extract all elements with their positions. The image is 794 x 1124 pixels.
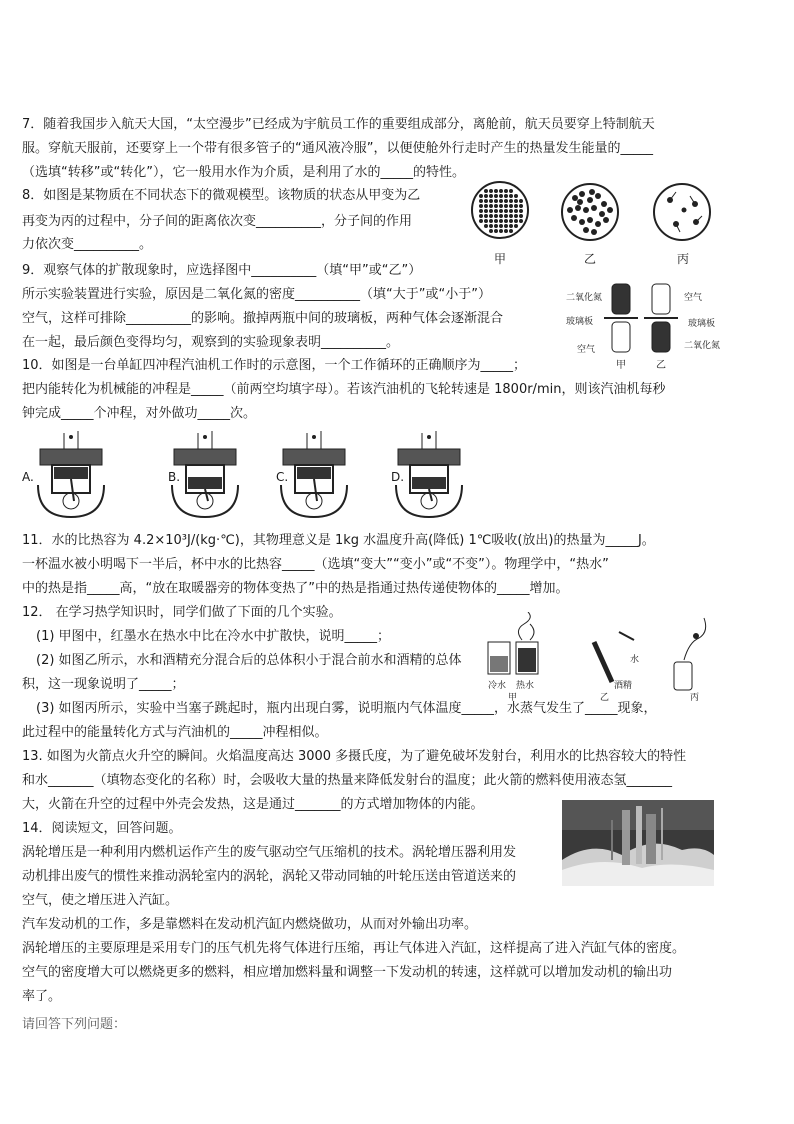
q10-line-3: 钟完成_____个冲程，对外做功_____次。 <box>22 406 257 421</box>
jia-plate-label: 玻璃板 <box>566 317 594 327</box>
solid-state-model <box>472 182 528 238</box>
q14-para-3b: 空气的密度增大可以燃烧更多的燃料，相应增加燃料量和调整一下发动机的转速，这样就可以增加发动机的输出功 <box>22 965 673 980</box>
label-yi: 乙 <box>584 252 597 266</box>
q8-line-2: 再变为丙的过程中，分子间的距离依次变__________，分子间的作用 <box>22 214 413 229</box>
engine-label-a: A. <box>22 470 34 484</box>
q9-line-4: 在一起，最后颜色变得均匀，观察到的实验现象表明__________。 <box>22 335 400 350</box>
q8-line-3: 力依次变__________。 <box>22 237 153 252</box>
engine-label-c: C. <box>276 470 289 484</box>
q11-line-3: 中的热是指_____高，“放在取暖器旁的物体变热了”中的热是指通过热传递使物体的_____增加。 <box>22 581 569 596</box>
q14-para-1c: 空气，使之增压进入汽缸。 <box>22 893 179 908</box>
cold-water-label: 冷水 <box>488 681 507 691</box>
q14-para-3c: 率了。 <box>22 989 62 1004</box>
gas-state-model <box>654 184 710 240</box>
q14-para-4: 请回答下列问题： <box>22 1017 127 1032</box>
q13-line-3: 大，火箭在升空的过程中外壳会发热，这是通过_______的方式增加物体的内能。 <box>22 797 484 812</box>
q9-line-2: 所示实验装置进行实验，原因是二氧化氮的密度__________（填“大于”或“小于”） <box>22 287 491 302</box>
yi-top-label: 空气 <box>684 293 703 303</box>
q13-line-2: 和水_______（填物态变化的名称）时，会吸收大量的热量来降低发射台的温度；此火箭的燃料使用液态氢_______ <box>22 773 673 788</box>
engine-strokes-figure <box>34 425 474 520</box>
exp-cap-bing: 丙 <box>690 693 700 703</box>
rocket-launch-photo <box>562 800 714 886</box>
q14-para-3a: 涡轮增压的主要原理是采用专门的压气机先将气体进行压缩，再让气体进入汽缸，这样提高了进入汽缸气体的密度。 <box>22 941 686 956</box>
q12-line-6: 此过程中的能量转化方式与汽油机的_____冲程相似。 <box>22 725 328 740</box>
q14-para-1a: 涡轮增压是一种利用内燃机运作产生的废气驱动空气压缩机的技术。涡轮增压器利用发 <box>22 845 517 860</box>
hot-water-label: 热水 <box>516 681 535 691</box>
q14-para-2: 汽车发动机的工作，多是靠燃料在发动机汽缸内燃烧做功，从而对外输出功率。 <box>22 917 478 932</box>
engine-label-b: B. <box>168 470 181 484</box>
q11-line-2: 一杯温水被小明喝下一半后，杯中水的比热容_____（选填“变大”“变小”或“不变”）。物理学中，“热水” <box>22 557 609 572</box>
q10-line-2: 把内能转化为机械能的冲程是_____（前两空均填字母）。若该汽油机的飞轮转速是 1800r/min，则该汽油机每秒 <box>22 382 666 397</box>
water-label: 水 <box>630 655 640 665</box>
q8-line-1: 8．如图是某物质在不同状态下的微观模型。该物质的状态从甲变为乙 <box>22 188 421 203</box>
label-jia: 甲 <box>494 252 507 266</box>
q12-line-1: 12． 在学习热学知识时，同学们做了下面的几个实验。 <box>22 605 342 620</box>
jia-bottom-label: 空气 <box>577 345 596 355</box>
q14-para-1b: 动机排出废气的惯性来推动涡轮室内的涡轮，涡轮又带动同轴的叶轮压送由管道送来的 <box>22 869 517 884</box>
q14-line-1: 14．阅读短文，回答问题。 <box>22 821 182 836</box>
q12-line-3: (2) 如图乙所示，水和酒精充分混合后的总体积小于混合前水和酒精的总体 <box>36 653 462 668</box>
q11-line-1: 11．水的比热容为 4.2×10³J/(kg·℃)，其物理意义是 1kg 水温度升高(降低) 1℃吸收(放出)的热量为_____J。 <box>22 533 655 548</box>
q7-line-3: （选填“转移”或“转化”），它一般用水作为介质，是利用了水的_____的特性。 <box>22 165 465 180</box>
diffusion-cap-yi: 乙 <box>656 360 666 371</box>
q9-line-1: 9．观察气体的扩散现象时，应选择图中__________（填“甲”或“乙”） <box>22 263 422 278</box>
q9-line-3: 空气，这样可排除__________的影响。撤掉两瓶中间的玻璃板，两种气体会逐渐混合 <box>22 311 504 326</box>
diffusion-bottles-figure <box>600 280 680 370</box>
label-bing: 丙 <box>677 252 690 266</box>
alcohol-label: 酒精 <box>614 681 633 691</box>
yi-plate-label: 玻璃板 <box>688 319 716 329</box>
diffusion-cap-jia: 甲 <box>616 360 626 371</box>
q12-line-2: (1) 甲图中，红墨水在热水中比在冷水中扩散快，说明_____； <box>36 629 391 644</box>
q12-line-5: (3) 如图丙所示，实验中当塞子跳起时，瓶内出现白雾，说明瓶内气体温度_____，水蒸气发生了_____现象， <box>36 701 657 716</box>
liquid-state-model <box>562 184 618 240</box>
q7-line-2: 服。穿航天服前，还要穿上一个带有很多管子的“通风液冷服”，以便使舱外行走时产生的热量发生能量的_____ <box>22 141 653 156</box>
exp-cap-yi: 乙 <box>600 693 610 703</box>
q13-line-1: 13. 如图为火箭点火升空的瞬间。火焰温度高达 3000 多摄氏度，为了避免破坏发射台，利用水的比热容较大的特性 <box>22 749 687 764</box>
yi-bottom-label: 二氧化氮 <box>684 341 721 351</box>
jia-top-label: 二氧化氮 <box>566 293 603 303</box>
exp-cap-jia: 甲 <box>508 693 518 703</box>
q12-line-4: 积，这一现象说明了_____； <box>22 677 185 692</box>
q10-line-1: 10．如图是一台单缸四冲程汽油机工作时的示意图，一个工作循环的正确顺序为_____； <box>22 358 527 373</box>
q7-line-1: 7．随着我国步入航天大国，“太空漫步”已经成为宇航员工作的重要组成部分，离舱前，航天员要穿上特制航天 <box>22 117 655 132</box>
engine-label-d: D. <box>391 470 405 484</box>
molecule-model-figure <box>470 180 740 270</box>
